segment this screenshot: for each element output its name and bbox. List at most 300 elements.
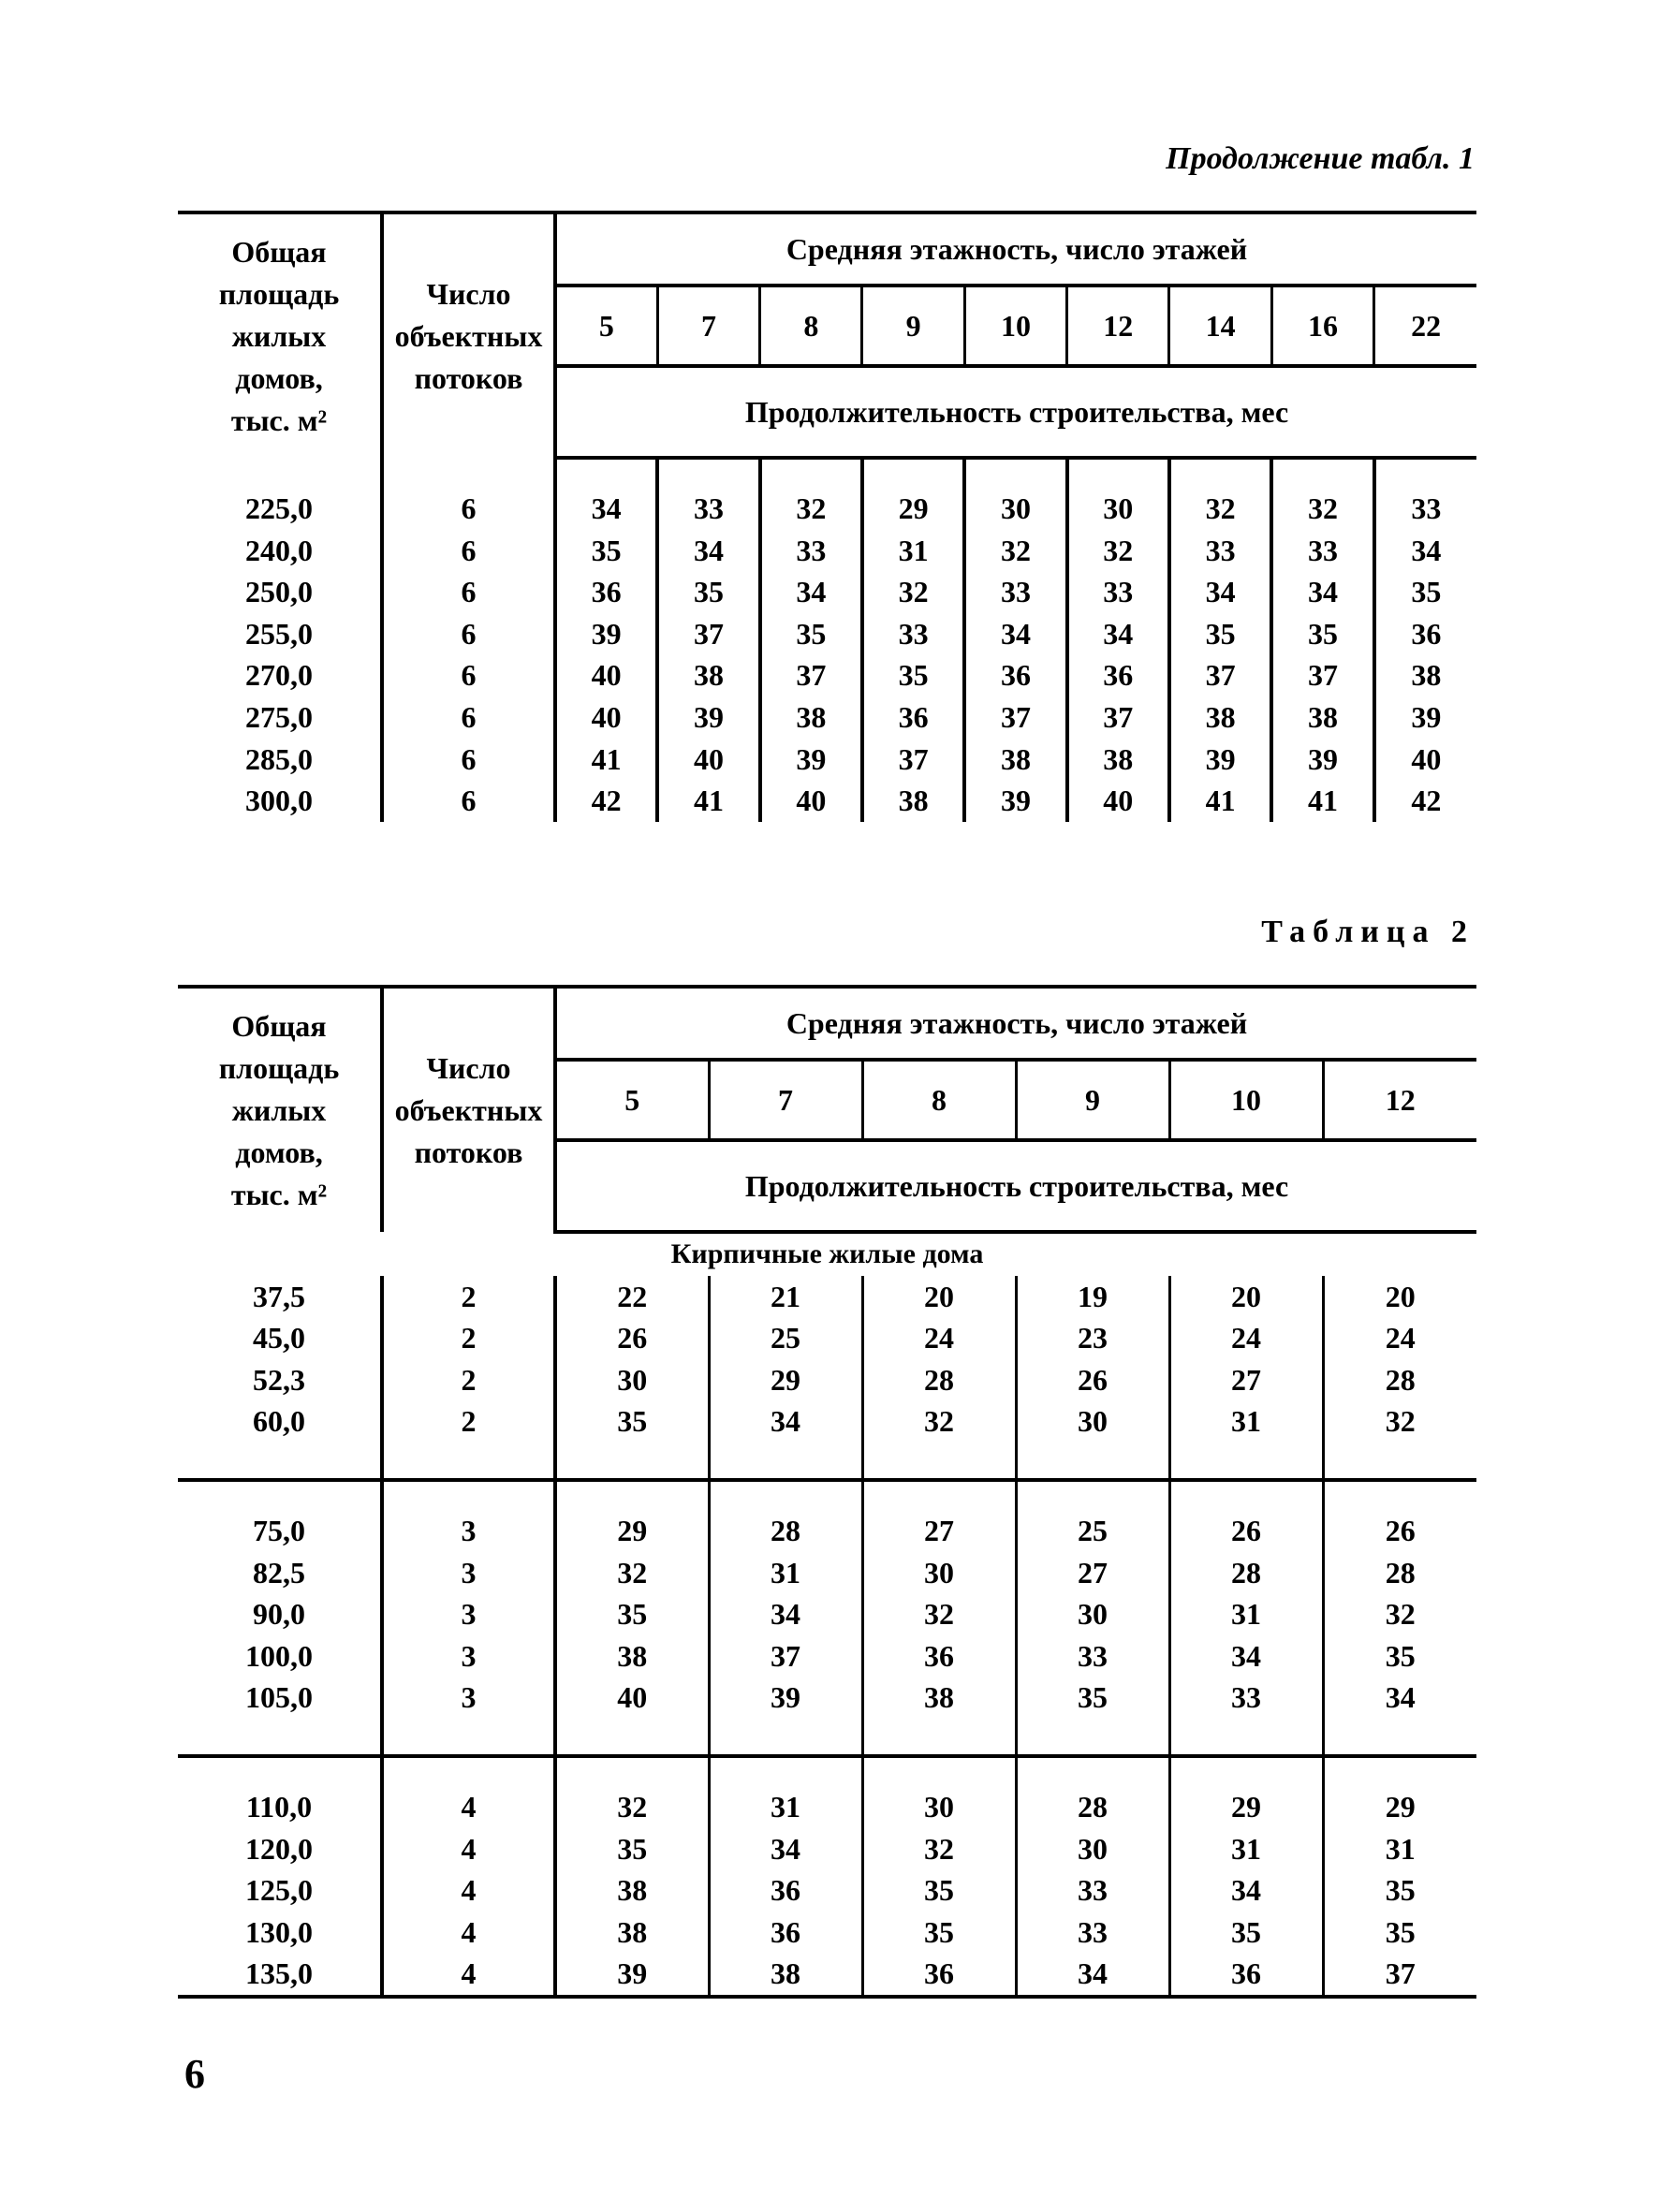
table-row xyxy=(178,613,1476,655)
duration-cell: 24 xyxy=(1385,1321,1416,1355)
table-row xyxy=(178,571,1476,613)
area-header-line: домов, xyxy=(235,1135,323,1169)
spacer-cell xyxy=(862,1482,1016,1510)
duration-cell: 27 xyxy=(1016,1552,1169,1594)
duration-cell: 37 xyxy=(1271,654,1373,696)
duration-cell: 31 xyxy=(862,530,964,572)
flows-cell: 6 xyxy=(382,654,555,696)
spacer-cell xyxy=(1374,458,1476,488)
duration-cell: 35 xyxy=(1385,1873,1416,1908)
duration-cell: 25 xyxy=(1016,1510,1169,1552)
area-cell: 285,0 xyxy=(178,739,382,781)
area-header-line: Общая xyxy=(231,234,327,269)
spacer-cell xyxy=(178,1758,382,1786)
duration-cell: 34 xyxy=(1411,533,1442,567)
spacer-cell xyxy=(178,1482,382,1510)
table1-caption: Продолжение табл. 1 xyxy=(1166,141,1475,176)
area-header-line: жилых xyxy=(231,318,327,353)
duration-cell: 39 xyxy=(1169,739,1271,781)
duration-cell: 35 xyxy=(1169,613,1271,655)
flows-cell: 4 xyxy=(382,1869,555,1912)
flows-cell: 3 xyxy=(382,1593,555,1635)
area-header-line: жилых xyxy=(231,1092,327,1127)
floors-group-header: Средняя этажность, число этажей xyxy=(555,987,1476,1060)
duration-cell: 36 xyxy=(1169,1953,1323,1995)
floor-header: 22 xyxy=(1374,286,1476,366)
duration-cell: 31 xyxy=(1169,1828,1323,1870)
duration-cell: 35 xyxy=(1385,1914,1416,1949)
duration-cell: 41 xyxy=(1169,780,1271,822)
flows-cell: 6 xyxy=(382,780,555,822)
spacer-cell xyxy=(1323,1443,1476,1480)
spacer-cell xyxy=(1169,1482,1323,1510)
flows-header-line: потоков xyxy=(414,1135,523,1169)
area-cell: 52,3 xyxy=(178,1359,382,1401)
table-row xyxy=(178,1317,1476,1359)
area-cell: 135,0 xyxy=(178,1953,382,1995)
flows-cell: 4 xyxy=(382,1912,555,1954)
duration-cell: 37 xyxy=(964,696,1066,739)
spacer-cell xyxy=(1067,458,1169,488)
duration-cell: 20 xyxy=(862,1276,1016,1318)
duration-cell: 34 xyxy=(1169,571,1271,613)
spacer-cell xyxy=(1323,1719,1476,1756)
duration-cell: 33 xyxy=(1016,1635,1169,1677)
duration-cell: 32 xyxy=(862,1400,1016,1443)
duration-cell: 33 xyxy=(1016,1912,1169,1954)
duration-header: Продолжительность строительства, мес xyxy=(555,366,1476,458)
duration-cell: 42 xyxy=(555,780,657,822)
spacer-cell xyxy=(382,1758,555,1786)
duration-cell: 28 xyxy=(1016,1786,1169,1828)
duration-cell: 33 xyxy=(1169,530,1271,572)
duration-cell: 30 xyxy=(1016,1593,1169,1635)
duration-cell: 33 xyxy=(1271,530,1373,572)
duration-cell: 32 xyxy=(1271,488,1373,530)
flows-cell: 3 xyxy=(382,1677,555,1719)
spacer-cell xyxy=(1169,1758,1323,1786)
duration-cell: 35 xyxy=(555,530,657,572)
duration-cell: 35 xyxy=(1169,1912,1323,1954)
duration-cell: 39 xyxy=(555,1953,709,1995)
spacer-cell xyxy=(1016,1443,1169,1480)
spacer-row xyxy=(178,1443,1476,1480)
section-title: Кирпичные жилые дома xyxy=(670,1238,984,1269)
duration-cell: 38 xyxy=(709,1953,862,1995)
duration-cell: 32 xyxy=(555,1552,709,1594)
duration-cell: 38 xyxy=(964,739,1066,781)
table2-caption: Таблица 2 xyxy=(1261,915,1475,949)
flows-column-header xyxy=(382,212,555,458)
flows-header-line: Число xyxy=(426,276,511,311)
area-header-line: Общая xyxy=(231,1008,327,1043)
duration-cell: 35 xyxy=(862,654,964,696)
table-row xyxy=(178,1510,1476,1552)
duration-cell: 28 xyxy=(709,1510,862,1552)
duration-cell: 31 xyxy=(1169,1400,1323,1443)
duration-cell: 32 xyxy=(862,1593,1016,1635)
table-row xyxy=(178,780,1476,822)
flows-cell: 6 xyxy=(382,739,555,781)
duration-cell: 36 xyxy=(862,1953,1016,1995)
duration-cell: 36 xyxy=(1411,616,1442,651)
duration-cell: 35 xyxy=(1016,1677,1169,1719)
spacer-cell xyxy=(555,458,657,488)
duration-cell: 39 xyxy=(657,696,759,739)
duration-cell: 34 xyxy=(1169,1635,1323,1677)
duration-cell: 41 xyxy=(1271,780,1373,822)
duration-cell: 34 xyxy=(709,1828,862,1870)
duration-cell: 20 xyxy=(1169,1276,1323,1318)
duration-cell: 34 xyxy=(760,571,862,613)
duration-cell: 35 xyxy=(760,613,862,655)
table-row xyxy=(178,488,1476,530)
flows-cell: 6 xyxy=(382,530,555,572)
floor-header: 8 xyxy=(862,1060,1016,1140)
flows-cell: 2 xyxy=(382,1400,555,1443)
page-number: 6 xyxy=(184,2051,205,2097)
duration-cell: 32 xyxy=(555,1786,709,1828)
area-cell: 120,0 xyxy=(178,1828,382,1870)
duration-cell: 36 xyxy=(862,696,964,739)
duration-cell: 27 xyxy=(862,1510,1016,1552)
duration-cell: 36 xyxy=(709,1912,862,1954)
table-row xyxy=(178,530,1476,572)
area-cell: 275,0 xyxy=(178,696,382,739)
spacer-row xyxy=(178,1758,1476,1786)
duration-cell: 28 xyxy=(1385,1555,1416,1589)
area-column-header xyxy=(178,987,382,1232)
duration-cell: 37 xyxy=(709,1635,862,1677)
duration-cell: 38 xyxy=(760,696,862,739)
floors-group-header: Средняя этажность, число этажей xyxy=(555,212,1476,286)
floor-header: 9 xyxy=(862,286,964,366)
duration-cell: 34 xyxy=(657,530,759,572)
duration-cell: 29 xyxy=(1385,1789,1416,1824)
spacer-cell xyxy=(657,458,759,488)
duration-cell: 38 xyxy=(1411,658,1442,693)
spacer-cell xyxy=(709,1482,862,1510)
duration-cell: 30 xyxy=(862,1552,1016,1594)
duration-cell: 37 xyxy=(1169,654,1271,696)
duration-cell: 39 xyxy=(709,1677,862,1719)
duration-cell: 34 xyxy=(555,488,657,530)
duration-cell: 32 xyxy=(1169,488,1271,530)
duration-cell: 38 xyxy=(1067,739,1169,781)
table-end xyxy=(178,1995,1476,1997)
duration-cell: 29 xyxy=(709,1359,862,1401)
area-cell: 60,0 xyxy=(178,1400,382,1443)
duration-cell: 38 xyxy=(1169,696,1271,739)
duration-cell: 31 xyxy=(709,1786,862,1828)
duration-cell: 40 xyxy=(555,654,657,696)
area-cell: 240,0 xyxy=(178,530,382,572)
flows-cell: 3 xyxy=(382,1635,555,1677)
duration-cell: 30 xyxy=(862,1786,1016,1828)
duration-cell: 30 xyxy=(1067,488,1169,530)
table-row xyxy=(178,1359,1476,1401)
duration-cell: 29 xyxy=(1169,1786,1323,1828)
duration-cell: 26 xyxy=(1169,1510,1323,1552)
floor-header: 5 xyxy=(555,286,657,366)
flows-cell: 4 xyxy=(382,1953,555,1995)
duration-cell: 32 xyxy=(964,530,1066,572)
spacer-cell xyxy=(1016,1482,1169,1510)
duration-cell: 35 xyxy=(862,1912,1016,1954)
duration-cell: 30 xyxy=(1016,1828,1169,1870)
area-header-line: тыс. м² xyxy=(230,1177,328,1211)
spacer-cell xyxy=(178,1443,382,1480)
duration-cell: 34 xyxy=(1169,1869,1323,1912)
spacer-cell xyxy=(1016,1758,1169,1786)
area-header-line: домов, xyxy=(235,360,323,395)
floor-header: 7 xyxy=(657,286,759,366)
duration-cell: 19 xyxy=(1016,1276,1169,1318)
spacer-cell xyxy=(760,458,862,488)
duration-cell: 41 xyxy=(657,780,759,822)
spacer-cell xyxy=(1169,458,1271,488)
duration-cell: 33 xyxy=(760,530,862,572)
table-row xyxy=(178,1677,1476,1719)
duration-cell: 34 xyxy=(709,1400,862,1443)
area-cell: 130,0 xyxy=(178,1912,382,1954)
duration-cell: 40 xyxy=(1067,780,1169,822)
spacer-cell xyxy=(555,1719,709,1756)
spacer-cell xyxy=(862,1719,1016,1756)
duration-cell: 34 xyxy=(1271,571,1373,613)
duration-cell: 36 xyxy=(862,1635,1016,1677)
duration-cell: 31 xyxy=(709,1552,862,1594)
duration-cell: 36 xyxy=(709,1869,862,1912)
duration-cell: 30 xyxy=(964,488,1066,530)
flows-cell: 6 xyxy=(382,571,555,613)
duration-cell: 35 xyxy=(1411,575,1442,609)
spacer-cell xyxy=(178,458,382,488)
area-cell: 37,5 xyxy=(178,1276,382,1318)
duration-cell: 40 xyxy=(1411,741,1442,776)
area-cell: 105,0 xyxy=(178,1677,382,1719)
flows-cell: 6 xyxy=(382,613,555,655)
area-cell: 75,0 xyxy=(178,1510,382,1552)
duration-cell: 30 xyxy=(555,1359,709,1401)
floor-header: 9 xyxy=(1016,1060,1169,1140)
flows-cell: 2 xyxy=(382,1276,555,1318)
duration-cell: 36 xyxy=(1067,654,1169,696)
flows-header-line: Число xyxy=(426,1050,511,1085)
area-cell: 255,0 xyxy=(178,613,382,655)
duration-cell: 33 xyxy=(1411,491,1442,525)
area-cell: 45,0 xyxy=(178,1317,382,1359)
duration-cell: 36 xyxy=(964,654,1066,696)
spacer-cell xyxy=(709,1758,862,1786)
duration-cell: 38 xyxy=(555,1869,709,1912)
table-row xyxy=(178,739,1476,781)
floor-header: 12 xyxy=(1067,286,1169,366)
duration-cell: 21 xyxy=(709,1276,862,1318)
flows-cell: 2 xyxy=(382,1317,555,1359)
area-cell: 110,0 xyxy=(178,1786,382,1828)
duration-cell: 26 xyxy=(1385,1513,1416,1547)
duration-cell: 35 xyxy=(555,1828,709,1870)
flows-cell: 6 xyxy=(382,696,555,739)
floor-header: 7 xyxy=(709,1060,862,1140)
duration-cell: 40 xyxy=(657,739,759,781)
spacer-cell xyxy=(1016,1719,1169,1756)
table-row xyxy=(178,1953,1476,1995)
duration-cell: 33 xyxy=(657,488,759,530)
spacer-cell xyxy=(555,1482,709,1510)
duration-cell: 32 xyxy=(862,571,964,613)
duration-cell: 28 xyxy=(1169,1552,1323,1594)
duration-cell: 35 xyxy=(862,1869,1016,1912)
spacer-row xyxy=(178,1719,1476,1756)
table-row xyxy=(178,654,1476,696)
duration-cell: 38 xyxy=(657,654,759,696)
spacer-cell xyxy=(862,1443,1016,1480)
table-row xyxy=(178,1276,1476,1318)
duration-cell: 37 xyxy=(760,654,862,696)
duration-cell: 37 xyxy=(1067,696,1169,739)
flows-column-header xyxy=(382,987,555,1232)
table-row xyxy=(178,1593,1476,1635)
duration-cell: 35 xyxy=(1385,1638,1416,1673)
spacer-cell xyxy=(382,1719,555,1756)
duration-cell: 32 xyxy=(1385,1597,1416,1632)
flows-cell: 3 xyxy=(382,1552,555,1594)
duration-cell: 34 xyxy=(1385,1680,1416,1715)
duration-cell: 27 xyxy=(1169,1359,1323,1401)
duration-cell: 29 xyxy=(862,488,964,530)
flows-header-line: потоков xyxy=(414,360,523,395)
duration-cell: 41 xyxy=(555,739,657,781)
area-cell: 270,0 xyxy=(178,654,382,696)
duration-cell: 40 xyxy=(760,780,862,822)
duration-cell: 37 xyxy=(862,739,964,781)
duration-cell: 37 xyxy=(657,613,759,655)
flows-cell: 2 xyxy=(382,1359,555,1401)
spacer-cell xyxy=(709,1443,862,1480)
duration-cell: 29 xyxy=(555,1510,709,1552)
spacer-cell xyxy=(709,1719,862,1756)
flows-cell: 6 xyxy=(382,488,555,530)
duration-cell: 33 xyxy=(862,613,964,655)
spacer-cell xyxy=(862,1758,1016,1786)
duration-cell: 39 xyxy=(760,739,862,781)
floor-header: 8 xyxy=(760,286,862,366)
area-column-header xyxy=(178,212,382,458)
area-cell: 300,0 xyxy=(178,780,382,822)
duration-cell: 35 xyxy=(657,571,759,613)
duration-cell: 36 xyxy=(555,571,657,613)
duration-cell: 34 xyxy=(964,613,1066,655)
table-row xyxy=(178,1786,1476,1828)
duration-cell: 40 xyxy=(555,1677,709,1719)
area-cell: 82,5 xyxy=(178,1552,382,1594)
table2 xyxy=(178,985,1476,1999)
table-row xyxy=(178,1869,1476,1912)
duration-cell: 32 xyxy=(1385,1404,1416,1439)
flows-header-line: объектных xyxy=(394,1092,543,1127)
duration-cell: 34 xyxy=(1067,613,1169,655)
spacer-cell xyxy=(382,1482,555,1510)
duration-cell: 32 xyxy=(760,488,862,530)
spacer-cell xyxy=(1169,1443,1323,1480)
flows-cell: 3 xyxy=(382,1510,555,1552)
spacer-cell xyxy=(555,1443,709,1480)
duration-cell: 32 xyxy=(862,1828,1016,1870)
spacer-cell xyxy=(964,458,1066,488)
duration-header: Продолжительность строительства, мес xyxy=(555,1140,1476,1232)
duration-cell: 39 xyxy=(1411,699,1442,734)
spacer-cell xyxy=(382,1443,555,1480)
table-row xyxy=(178,1400,1476,1443)
duration-cell: 38 xyxy=(862,1677,1016,1719)
duration-cell: 33 xyxy=(1169,1677,1323,1719)
duration-cell: 26 xyxy=(1016,1359,1169,1401)
duration-cell: 33 xyxy=(1067,571,1169,613)
duration-cell: 30 xyxy=(1016,1400,1169,1443)
duration-cell: 39 xyxy=(1271,739,1373,781)
duration-cell: 35 xyxy=(555,1400,709,1443)
spacer-cell xyxy=(1323,1482,1476,1510)
spacer-row xyxy=(178,1482,1476,1510)
table-row xyxy=(178,1635,1476,1677)
spacer-cell xyxy=(1271,458,1373,488)
floor-header: 10 xyxy=(1169,1060,1323,1140)
floor-header: 14 xyxy=(1169,286,1271,366)
duration-cell: 38 xyxy=(555,1912,709,1954)
duration-cell: 38 xyxy=(1271,696,1373,739)
duration-cell: 35 xyxy=(555,1593,709,1635)
duration-cell: 33 xyxy=(1016,1869,1169,1912)
duration-cell: 24 xyxy=(862,1317,1016,1359)
area-cell: 225,0 xyxy=(178,488,382,530)
area-cell: 100,0 xyxy=(178,1635,382,1677)
flows-cell: 4 xyxy=(382,1786,555,1828)
duration-cell: 33 xyxy=(964,571,1066,613)
area-cell: 250,0 xyxy=(178,571,382,613)
duration-cell: 20 xyxy=(1385,1279,1416,1313)
spacer-cell xyxy=(382,458,555,488)
duration-cell: 23 xyxy=(1016,1317,1169,1359)
duration-cell: 39 xyxy=(555,613,657,655)
duration-cell: 37 xyxy=(1385,1956,1416,1991)
spacer-cell xyxy=(1323,1758,1476,1786)
duration-cell: 32 xyxy=(1067,530,1169,572)
table-row xyxy=(178,696,1476,739)
floor-header: 12 xyxy=(1323,1060,1476,1140)
duration-cell: 40 xyxy=(555,696,657,739)
duration-cell: 22 xyxy=(555,1276,709,1318)
area-cell: 90,0 xyxy=(178,1593,382,1635)
spacer-cell xyxy=(178,1719,382,1756)
duration-cell: 42 xyxy=(1411,784,1442,818)
spacer-cell xyxy=(555,1758,709,1786)
duration-cell: 26 xyxy=(555,1317,709,1359)
duration-cell: 38 xyxy=(555,1635,709,1677)
duration-cell: 34 xyxy=(709,1593,862,1635)
duration-cell: 38 xyxy=(862,780,964,822)
table-row xyxy=(178,1912,1476,1954)
duration-cell: 35 xyxy=(1271,613,1373,655)
duration-cell: 25 xyxy=(709,1317,862,1359)
area-header-line: тыс. м² xyxy=(230,403,328,437)
spacer-cell xyxy=(862,458,964,488)
table1 xyxy=(178,211,1476,822)
spacer-row xyxy=(178,458,1476,488)
area-cell: 125,0 xyxy=(178,1869,382,1912)
floor-header: 5 xyxy=(555,1060,709,1140)
